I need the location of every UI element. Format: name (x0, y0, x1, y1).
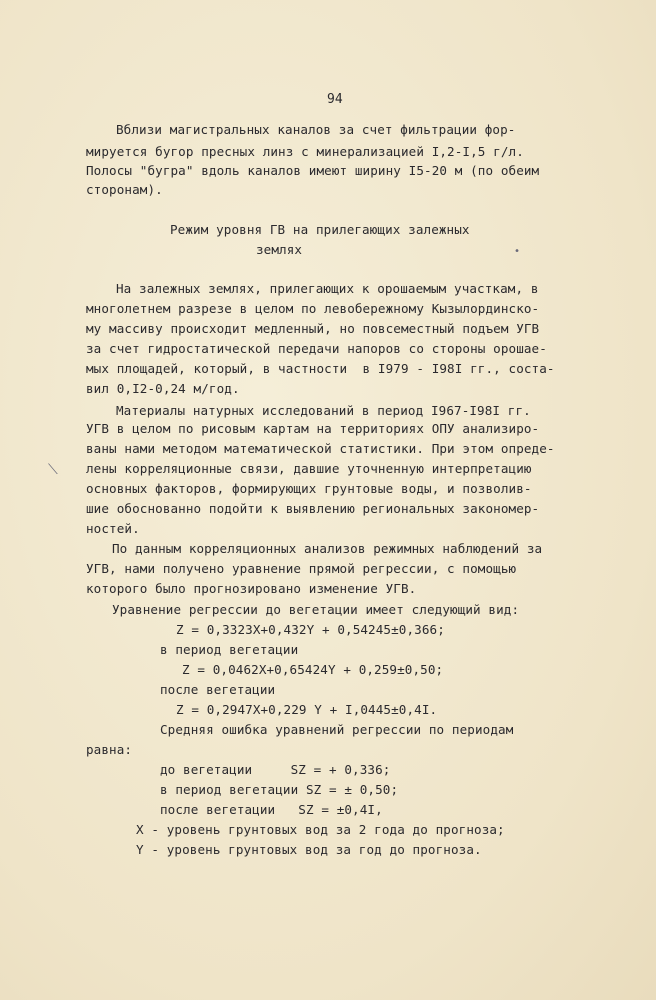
text-line: лены корреляционные связи, давшие уточненную интерпретацию (86, 461, 532, 476)
error-line-2: в период вегетации SZ = ± 0,50; (160, 782, 399, 797)
text-line: Материалы натурных исследований в период I967-I98I гг. (116, 403, 531, 418)
text-line: вил 0,I2-0,24 м/год. (86, 381, 240, 396)
text-line: По данным корреляционных анализов режимных наблюдений за (112, 541, 543, 556)
text-line: На залежных землях, прилегающих к орошаемым участкам, в (116, 281, 539, 296)
text-line: шие обоснованно подойти к выявлению региональных закономер- (86, 501, 540, 516)
error-line-1: до вегетации SZ = + 0,336; (160, 762, 391, 777)
text-line: за счет гидростатической передачи напоров со стороны орошае- (86, 341, 547, 356)
equation-2: Z = 0,0462X+0,65424Y + 0,259±0,50; (182, 662, 444, 677)
speck-mark: • (514, 246, 521, 257)
text-line: УГВ в целом по рисовым картам на территориях ОПУ анализиро- (86, 421, 540, 436)
text-line: Вблизи магистральных каналов за счет фильтрации фор- (116, 122, 516, 137)
text-line: равна: (86, 742, 133, 757)
error-line-3: после вегетации SZ = ±0,4I, (160, 802, 383, 817)
text-line: после вегетации (160, 682, 276, 697)
equation-3: Z = 0,2947X+0,229 Y + I,0445±0,4I. (176, 702, 438, 717)
definition-y: Y - уровень грунтовых вод за год до прогноза. (136, 842, 482, 857)
margin-mark: ⟍ (48, 462, 58, 478)
text-line: ваны нами методом математической статистики. При этом опреде- (86, 441, 555, 456)
text-line: Средняя ошибка уравнений регрессии по периодам (160, 722, 514, 737)
text-line: сторонам). (86, 182, 163, 197)
page-number: 94 (327, 92, 343, 107)
text-line: которого было прогнозировано изменение УГВ. (86, 581, 417, 596)
text-line: Уравнение регрессии до вегетации имеет следующий вид: (112, 602, 520, 617)
equation-1: Z = 0,3323X+0,432Y + 0,54245±0,366; (176, 622, 445, 637)
section-heading-cont: землях (256, 242, 303, 257)
text-line: УГВ, нами получено уравнение прямой регрессии, с помощью (86, 561, 517, 576)
section-heading: Режим уровня ГВ на прилегающих залежных (170, 222, 470, 237)
text-line: в период вегетации (160, 642, 299, 657)
text-line: мируется бугор пресных линз с минерализацией I,2-I,5 г/л. (86, 144, 524, 159)
text-line: му массиву происходит медленный, но повсеместный подъем УГВ (86, 321, 540, 336)
definition-x: X - уровень грунтовых вод за 2 года до прогноза; (136, 822, 505, 837)
text-line: ностей. (86, 521, 140, 536)
text-line: основных факторов, формирующих грунтовые воды, и позволив- (86, 481, 532, 496)
text-line: Полосы "бугра" вдоль каналов имеют ширину I5-20 м (по обеим (86, 163, 540, 178)
text-line: многолетнем разрезе в целом по левобережному Кызылординско- (86, 301, 540, 316)
text-line: мых площадей, который, в частности в I979 - I98I гг., соста- (86, 361, 555, 376)
